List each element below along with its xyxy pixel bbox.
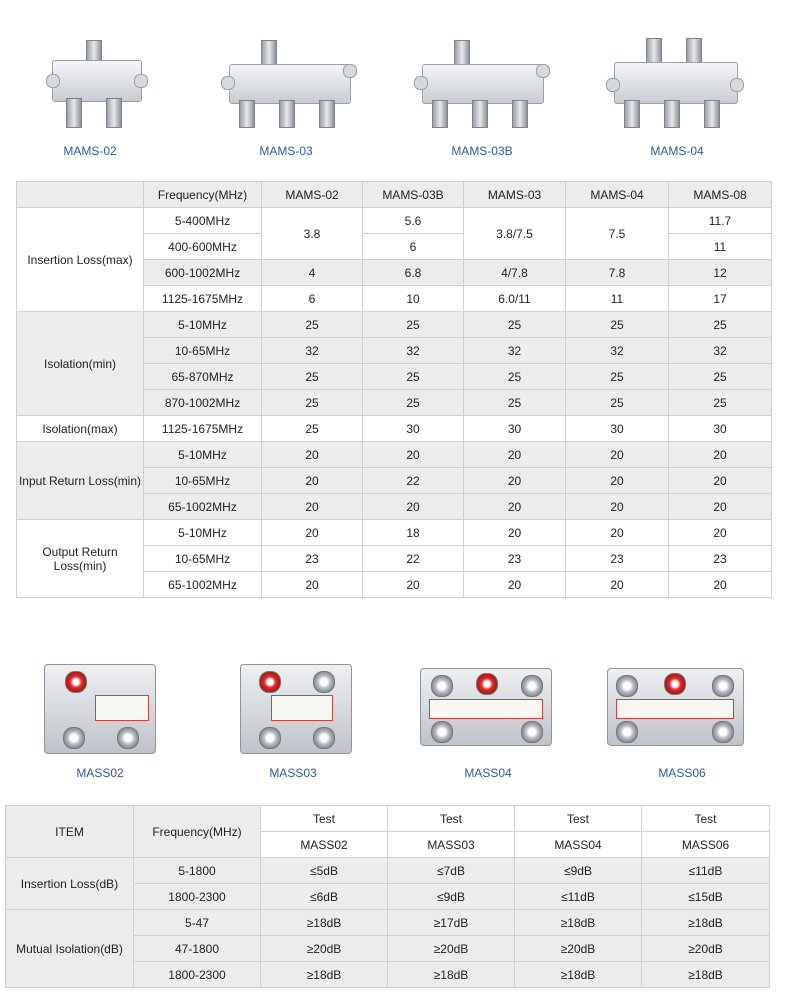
- caption-mass03: MASS03: [269, 766, 317, 780]
- value-cell: 25: [262, 416, 363, 442]
- value-cell: ≥20dB: [642, 936, 770, 962]
- caption-mams-04: MAMS-04: [650, 144, 704, 158]
- value-cell: 32: [669, 338, 772, 364]
- value-cell: ≥18dB: [515, 962, 642, 988]
- value-cell: 17: [669, 286, 772, 312]
- product-image-mams-02: [52, 40, 142, 130]
- value-cell: 23: [566, 546, 669, 572]
- value-cell: 25: [669, 390, 772, 416]
- table-row: [6, 858, 770, 884]
- value-cell: 3.8/7.5: [464, 208, 566, 260]
- value-cell: ≤5dB: [261, 858, 388, 884]
- group-label: Insertion Loss(dB): [6, 858, 134, 910]
- value-cell: 6: [262, 286, 363, 312]
- freq-cell: 1800-2300: [134, 884, 261, 910]
- caption-mass06: MASS06: [658, 766, 706, 780]
- value-cell: ≤11dB: [515, 884, 642, 910]
- test-header: Test: [642, 806, 770, 832]
- table-header-row: [17, 182, 772, 208]
- table-row: [17, 520, 772, 546]
- value-cell: 32: [262, 338, 363, 364]
- value-cell: 25: [464, 312, 566, 338]
- value-cell: 20: [464, 494, 566, 520]
- value-cell: 20: [566, 572, 669, 598]
- test-header: Test: [515, 806, 642, 832]
- header-cell: MAMS-02: [262, 182, 363, 208]
- value-cell: 20: [669, 468, 772, 494]
- group-label: Insertion Loss(max): [17, 208, 144, 312]
- freq-cell: 10-65MHz: [144, 468, 262, 494]
- value-cell: 25: [363, 364, 464, 390]
- freq-cell: 1125-1675MHz: [144, 416, 262, 442]
- model-header: MASS03: [388, 832, 515, 858]
- value-cell: ≤9dB: [388, 884, 515, 910]
- value-cell: 30: [566, 416, 669, 442]
- freq-cell: 10-65MHz: [144, 338, 262, 364]
- product-image-mass03: [240, 664, 352, 754]
- value-cell: 20: [262, 520, 363, 546]
- freq-cell: 47-1800: [134, 936, 261, 962]
- freq-cell: 5-10MHz: [144, 520, 262, 546]
- value-cell: 20: [464, 442, 566, 468]
- value-cell: ≤6dB: [261, 884, 388, 910]
- group-label: Mutual Isolation(dB): [6, 910, 134, 988]
- value-cell: 11.7: [669, 208, 772, 234]
- freq-cell: 5-1800: [134, 858, 261, 884]
- group-label: Output Return Loss(min): [17, 520, 144, 598]
- value-cell: 5.6: [363, 208, 464, 234]
- header-cell: MAMS-03B: [363, 182, 464, 208]
- value-cell: 20: [669, 494, 772, 520]
- caption-mass02: MASS02: [76, 766, 124, 780]
- value-cell: 32: [566, 338, 669, 364]
- value-cell: 20: [464, 572, 566, 598]
- value-cell: 32: [464, 338, 566, 364]
- value-cell: 6.8: [363, 260, 464, 286]
- value-cell: ≥18dB: [515, 910, 642, 936]
- header-cell: MAMS-04: [566, 182, 669, 208]
- value-cell: 20: [262, 572, 363, 598]
- value-cell: 25: [566, 312, 669, 338]
- freq-cell: 5-47: [134, 910, 261, 936]
- value-cell: 25: [464, 364, 566, 390]
- value-cell: 6: [363, 234, 464, 260]
- product-image-mass06: [607, 668, 744, 746]
- value-cell: ≥20dB: [261, 936, 388, 962]
- value-cell: 25: [262, 312, 363, 338]
- table-row: [17, 442, 772, 468]
- value-cell: 30: [464, 416, 566, 442]
- model-header: MASS02: [261, 832, 388, 858]
- freq-cell: 5-10MHz: [144, 312, 262, 338]
- table-row: [17, 312, 772, 338]
- freq-cell: 1800-2300: [134, 962, 261, 988]
- model-header: MASS04: [515, 832, 642, 858]
- caption-mass04: MASS04: [464, 766, 512, 780]
- value-cell: 25: [464, 390, 566, 416]
- value-cell: ≥18dB: [642, 962, 770, 988]
- value-cell: 11: [566, 286, 669, 312]
- header-cell: MAMS-08: [669, 182, 772, 208]
- group-label: Isolation(min): [17, 312, 144, 416]
- product-image-mams-03: [225, 40, 355, 130]
- header-cell: MAMS-03: [464, 182, 566, 208]
- mams-spec-table: [16, 181, 772, 598]
- value-cell: 20: [566, 494, 669, 520]
- table-row: [6, 910, 770, 936]
- freq-cell: 870-1002MHz: [144, 390, 262, 416]
- value-cell: 25: [566, 390, 669, 416]
- header-cell: Frequency(MHz): [144, 182, 262, 208]
- value-cell: 6.0/11: [464, 286, 566, 312]
- value-cell: 22: [363, 546, 464, 572]
- value-cell: 4/7.8: [464, 260, 566, 286]
- freq-cell: 400-600MHz: [144, 234, 262, 260]
- frequency-header: Frequency(MHz): [134, 806, 261, 858]
- product-image-mams-03b: [418, 40, 548, 130]
- value-cell: ≤7dB: [388, 858, 515, 884]
- value-cell: 20: [464, 520, 566, 546]
- value-cell: ≥18dB: [261, 962, 388, 988]
- group-label: Input Return Loss(min): [17, 442, 144, 520]
- value-cell: ≤15dB: [642, 884, 770, 910]
- value-cell: 20: [566, 442, 669, 468]
- freq-cell: 5-400MHz: [144, 208, 262, 234]
- freq-cell: 65-870MHz: [144, 364, 262, 390]
- value-cell: 20: [262, 442, 363, 468]
- model-header: MASS06: [642, 832, 770, 858]
- freq-cell: 65-1002MHz: [144, 494, 262, 520]
- value-cell: 20: [262, 494, 363, 520]
- test-header: Test: [388, 806, 515, 832]
- table-header-row: [6, 806, 770, 832]
- value-cell: ≥18dB: [261, 910, 388, 936]
- value-cell: 12: [669, 260, 772, 286]
- value-cell: 30: [669, 416, 772, 442]
- freq-cell: 10-65MHz: [144, 546, 262, 572]
- value-cell: ≥20dB: [388, 936, 515, 962]
- value-cell: 25: [669, 364, 772, 390]
- caption-mams-03b: MAMS-03B: [451, 144, 513, 158]
- value-cell: ≤11dB: [642, 858, 770, 884]
- value-cell: 10: [363, 286, 464, 312]
- table-row: [17, 208, 772, 234]
- value-cell: 20: [669, 572, 772, 598]
- value-cell: 23: [262, 546, 363, 572]
- value-cell: 25: [566, 364, 669, 390]
- value-cell: 20: [464, 468, 566, 494]
- value-cell: 25: [363, 390, 464, 416]
- group-label: Isolation(max): [17, 416, 144, 442]
- value-cell: ≥18dB: [642, 910, 770, 936]
- value-cell: 3.8: [262, 208, 363, 260]
- value-cell: 20: [363, 572, 464, 598]
- value-cell: 22: [363, 468, 464, 494]
- product-image-mass04: [420, 668, 552, 746]
- freq-cell: 5-10MHz: [144, 442, 262, 468]
- value-cell: 23: [669, 546, 772, 572]
- value-cell: 20: [566, 468, 669, 494]
- value-cell: 23: [464, 546, 566, 572]
- product-image-mams-04: [610, 38, 745, 130]
- mass-spec-table: [5, 805, 770, 988]
- value-cell: 18: [363, 520, 464, 546]
- caption-mams-03: MAMS-03: [259, 144, 313, 158]
- value-cell: 20: [363, 442, 464, 468]
- test-header: Test: [261, 806, 388, 832]
- product-image-mass02: [44, 664, 156, 754]
- value-cell: 25: [363, 312, 464, 338]
- value-cell: 20: [566, 520, 669, 546]
- freq-cell: 65-1002MHz: [144, 572, 262, 598]
- value-cell: 25: [262, 390, 363, 416]
- value-cell: 30: [363, 416, 464, 442]
- freq-cell: 1125-1675MHz: [144, 286, 262, 312]
- value-cell: 32: [363, 338, 464, 364]
- value-cell: 7.5: [566, 208, 669, 260]
- value-cell: 20: [669, 520, 772, 546]
- value-cell: 20: [669, 442, 772, 468]
- value-cell: 20: [363, 494, 464, 520]
- value-cell: ≤9dB: [515, 858, 642, 884]
- value-cell: ≥17dB: [388, 910, 515, 936]
- value-cell: 7.8: [566, 260, 669, 286]
- value-cell: 11: [669, 234, 772, 260]
- caption-mams-02: MAMS-02: [63, 144, 117, 158]
- item-header: ITEM: [6, 806, 134, 858]
- value-cell: 25: [669, 312, 772, 338]
- value-cell: 25: [262, 364, 363, 390]
- value-cell: ≥20dB: [515, 936, 642, 962]
- freq-cell: 600-1002MHz: [144, 260, 262, 286]
- value-cell: 4: [262, 260, 363, 286]
- table-row: [17, 416, 772, 442]
- value-cell: 20: [262, 468, 363, 494]
- header-cell: [17, 182, 144, 208]
- value-cell: ≥18dB: [388, 962, 515, 988]
